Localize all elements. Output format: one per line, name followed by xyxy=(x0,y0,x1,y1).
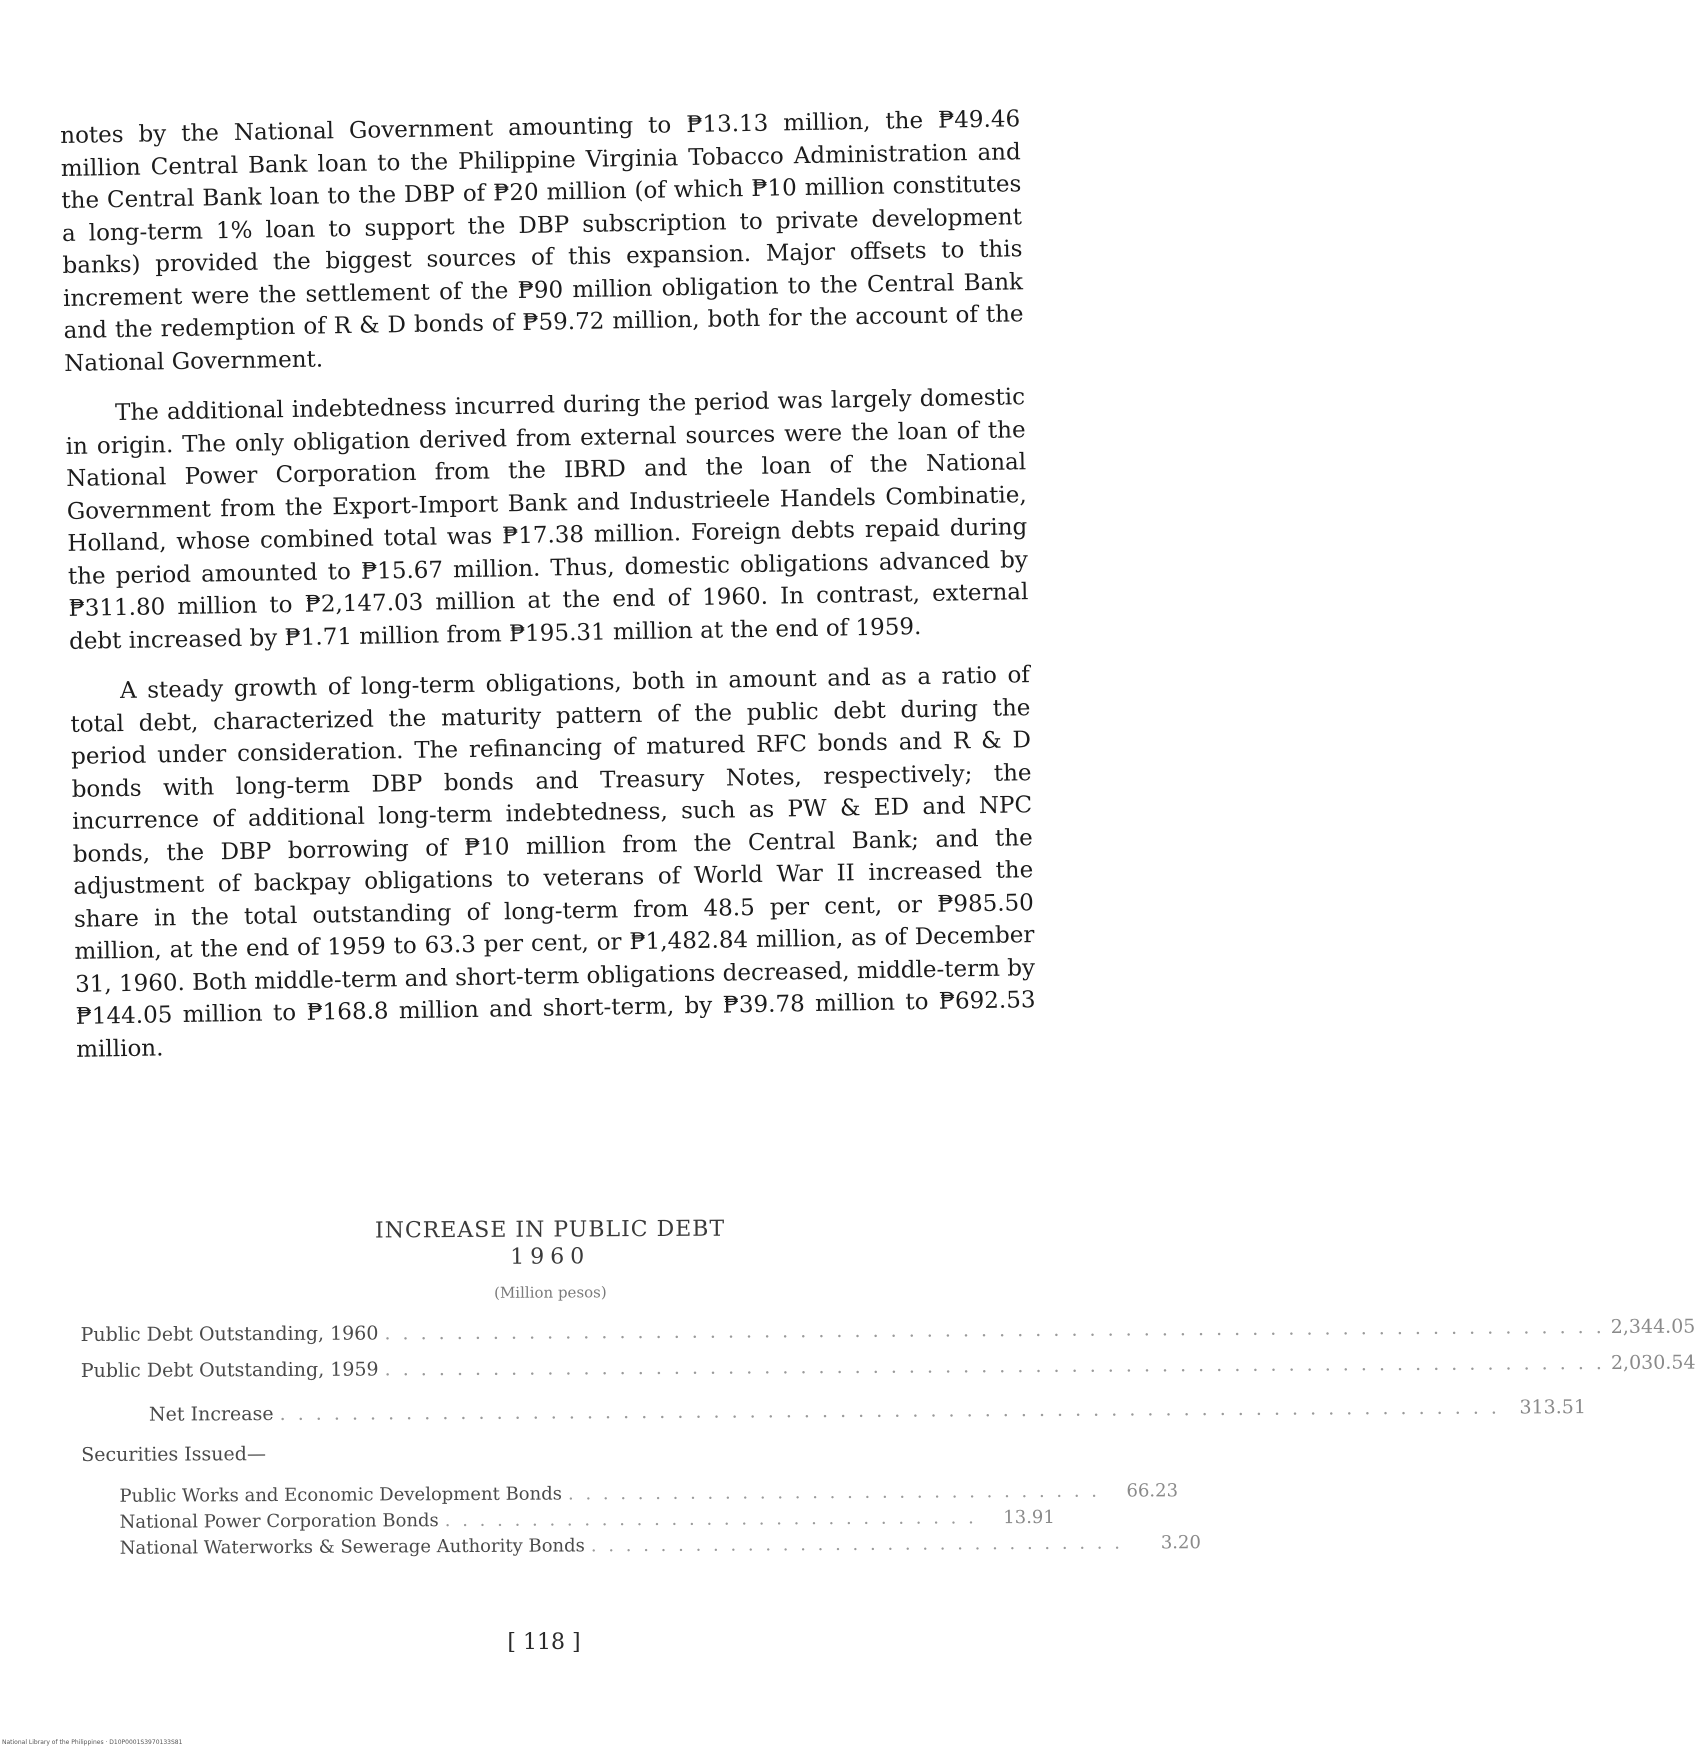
row-value: 2,344.05 xyxy=(1610,1315,1696,1338)
scan-footer: National Library of the Philippines · D10P0001S3970133S81 xyxy=(2,1739,183,1746)
leader-dots: . . . . . . . . . . . . . . . . . . . . . . . . . . . . . . . xyxy=(444,1507,977,1532)
row-value: 313.51 xyxy=(1519,1396,1586,1419)
table-row xyxy=(119,1506,1055,1538)
leader-dots: . . . . . . . . . . . . . . . . . . . . . . . . . . . . . . . xyxy=(567,1480,1101,1505)
table-year: 1960 xyxy=(510,1244,591,1270)
leader-dots: . . . . . . . . . . . . . . . . . . . . . . . . . . . . . . . xyxy=(590,1532,1123,1557)
table-row xyxy=(119,1532,1201,1564)
paragraph-1: notes by the National Government amounting to ₱13.13 million, the ₱49.46 million Central Bank loan to the Philippine Virginia Tobacco Administration and the Central Bank loan to the DBP of ₱20 million (of which ₱10 million constitutes a long-term 1% loan to support the DBP subscription to private development banks) provided the biggest sources of this expansion. Major offsets to this increment were the settlement of the ₱90 million obligation to the Central Bank and the redemption of R & D bonds of ₱59.72 million, both for the account of the National Government. xyxy=(60,106,1024,377)
row-value: 2,030.54 xyxy=(1610,1351,1696,1374)
row-label: National Waterworks & Sewerage Authority Bonds xyxy=(119,1535,585,1559)
row-label: Public Debt Outstanding, 1960 xyxy=(80,1322,379,1346)
public-debt-table xyxy=(80,1215,1696,1564)
table-unit: (Million pesos) xyxy=(494,1283,607,1302)
table-row xyxy=(80,1351,1696,1396)
row-label: Net Increase xyxy=(148,1402,274,1426)
leader-dots: . . . . . . . . . . . . . . . . . . . . . . . . . . . . . . . . . . . . . . . . . . . . . . . . . . . . . . . . . . . . . . . . . . . . xyxy=(279,1396,1500,1425)
table-title: INCREASE IN PUBLIC DEBT xyxy=(374,1216,726,1244)
paragraph-3: A steady growth of long-term obligations, both in amount and as a ratio of total debt, characterized the maturity pattern of the public debt during the period under consideration. The refinancing of matured RFC bonds and R & D bonds with long-term DBP bonds and Treasury Notes, respectively; the incurrence of additional long-term indebtedness, such as PW & ED and NPC bonds, the DBP borrowing of ₱10 million from the Central Bank; and the adjustment of backpay obligations to veterans of World War II increased the share in the total outstanding of long-term from 48.5 per cent, or ₱985.50 million, at the end of 1959 to 63.3 per cent, or ₱1,482.84 million, as of December 31, 1960. Both middle-term and short-term obligations decreased, middle-term by ₱144.05 million to ₱168.8 million and short-term, by ₱39.78 million to ₱692.53 million. xyxy=(70,662,1036,1063)
table-row xyxy=(80,1315,1696,1360)
table-row xyxy=(119,1480,1179,1512)
body-text xyxy=(60,103,1037,1084)
net-increase-row xyxy=(81,1396,1586,1440)
leader-dots: . . . . . . . . . . . . . . . . . . . . . . . . . . . . . . . . . . . . . . . . . . . . . . . . . . . . . . . . . . . . . . . . . . . . xyxy=(384,1352,1605,1381)
row-label: National Power Corporation Bonds xyxy=(119,1510,439,1533)
paragraph-2: The additional indebtedness incurred during the period was largely domestic in origin. The only obligation derived from external sources were the loan of the National Power Corporation from the IBRD and the loan of the National Government from the Export-Import Bank and Industrieele Handels Combinatie, Holland, whose combined total was ₱17.38 million. Foreign debts repaid during the period amounted to ₱15.67 million. Thus, domestic obligations advanced by ₱311.80 million to ₱2,147.03 million at the end of 1960. In contrast, external debt increased by ₱1.71 million from ₱195.31 million at the end of 1959. xyxy=(65,384,1029,655)
row-value: 3.20 xyxy=(1160,1532,1201,1554)
row-label: Public Works and Economic Development Bonds xyxy=(119,1483,563,1507)
securities-label: Securities Issued— xyxy=(81,1443,266,1466)
row-value: 13.91 xyxy=(1003,1506,1055,1529)
row-label: Public Debt Outstanding, 1959 xyxy=(80,1358,379,1382)
securities-list xyxy=(81,1480,1201,1564)
row-value: 66.23 xyxy=(1126,1480,1179,1502)
page-number: [ 118 ] xyxy=(507,1630,581,1655)
leader-dots: . . . . . . . . . . . . . . . . . . . . . . . . . . . . . . . . . . . . . . . . . . . . . . . . . . . . . . . . . . . . . . . . . . . . xyxy=(384,1316,1605,1345)
